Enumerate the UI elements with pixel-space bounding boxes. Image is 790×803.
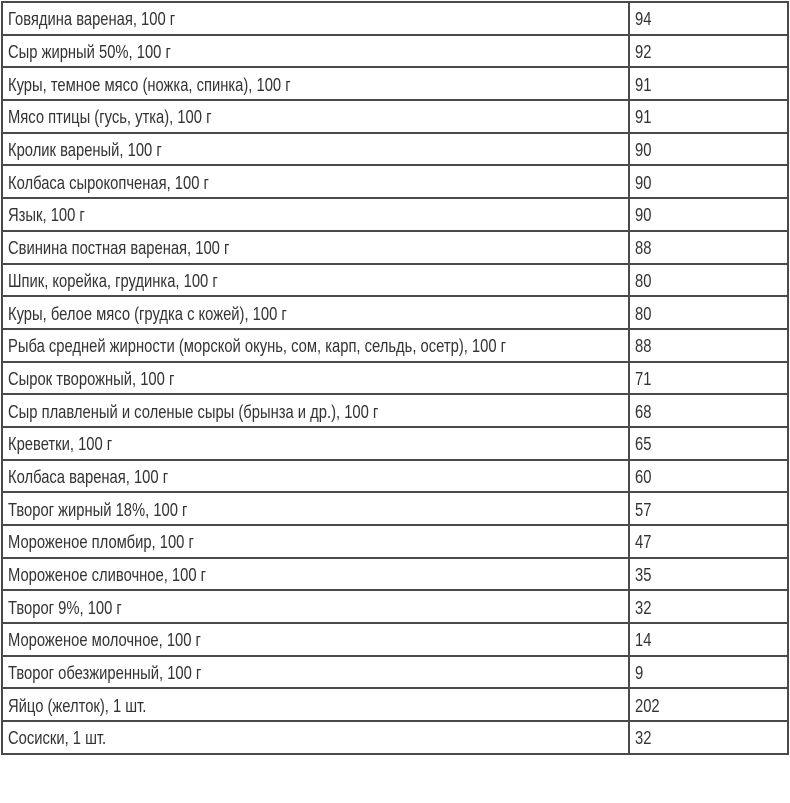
product-value-cell xyxy=(629,198,788,231)
product-value: 94 xyxy=(635,9,652,30)
product-value-cell xyxy=(629,264,788,297)
table-row xyxy=(2,329,788,362)
product-value-cell xyxy=(629,427,788,460)
product-name-cell xyxy=(2,721,629,754)
product-name-cell xyxy=(2,394,629,427)
product-name: Творог обезжиренный, 100 г xyxy=(8,663,202,684)
product-value: 90 xyxy=(635,172,652,193)
product-name: Кролик вареный, 100 г xyxy=(8,140,162,161)
product-name: Язык, 100 г xyxy=(8,205,85,226)
table-body xyxy=(2,2,788,754)
product-name: Рыба средней жирности (морской окунь, сом, карп, сельдь, осетр), 100 г xyxy=(8,336,507,357)
product-value: 47 xyxy=(635,532,652,553)
product-value-cell xyxy=(629,165,788,198)
table-row xyxy=(2,362,788,395)
product-name-cell xyxy=(2,133,629,166)
table-row xyxy=(2,558,788,591)
product-name: Шпик, корейка, грудинка, 100 г xyxy=(8,270,218,291)
product-name-cell xyxy=(2,2,629,35)
table-row xyxy=(2,721,788,754)
product-name-cell xyxy=(2,492,629,525)
product-name: Творог жирный 18%, 100 г xyxy=(8,499,188,520)
product-name: Сыр жирный 50%, 100 г xyxy=(8,42,171,63)
product-name-cell xyxy=(2,460,629,493)
product-name-cell xyxy=(2,165,629,198)
product-name-cell xyxy=(2,67,629,100)
product-value-cell xyxy=(629,721,788,754)
product-value-cell xyxy=(629,231,788,264)
product-value: 35 xyxy=(635,565,652,586)
product-value: 91 xyxy=(635,107,652,128)
product-name-cell xyxy=(2,35,629,68)
product-value: 91 xyxy=(635,74,652,95)
product-name-cell xyxy=(2,198,629,231)
product-name-cell xyxy=(2,362,629,395)
product-name-cell xyxy=(2,656,629,689)
product-value-cell xyxy=(629,362,788,395)
product-value-cell xyxy=(629,67,788,100)
table-row xyxy=(2,67,788,100)
table-row xyxy=(2,100,788,133)
product-name-cell xyxy=(2,688,629,721)
food-values-table xyxy=(1,1,789,755)
table-row xyxy=(2,460,788,493)
product-name-cell xyxy=(2,590,629,623)
product-value: 14 xyxy=(635,630,652,651)
product-value: 80 xyxy=(635,270,652,291)
product-value: 71 xyxy=(635,368,652,389)
product-value: 57 xyxy=(635,499,652,520)
product-value-cell xyxy=(629,100,788,133)
product-name: Колбаса вареная, 100 г xyxy=(8,466,169,487)
product-value-cell xyxy=(629,460,788,493)
product-name: Сосиски, 1 шт. xyxy=(8,728,107,749)
product-name: Говядина вареная, 100 г xyxy=(8,9,176,30)
product-name: Мороженое молочное, 100 г xyxy=(8,630,201,651)
product-name: Куры, белое мясо (грудка с кожей), 100 г xyxy=(8,303,287,324)
product-value-cell xyxy=(629,590,788,623)
product-value: 60 xyxy=(635,466,652,487)
table-row xyxy=(2,590,788,623)
table-row xyxy=(2,623,788,656)
product-value-cell xyxy=(629,492,788,525)
product-name-cell xyxy=(2,329,629,362)
table-row xyxy=(2,35,788,68)
product-value: 88 xyxy=(635,238,652,259)
product-value: 32 xyxy=(635,728,652,749)
product-value-cell xyxy=(629,133,788,166)
table-row xyxy=(2,492,788,525)
product-value: 9 xyxy=(635,663,644,684)
product-name-cell xyxy=(2,427,629,460)
product-name: Творог 9%, 100 г xyxy=(8,597,122,618)
table-row xyxy=(2,427,788,460)
product-value-cell xyxy=(629,688,788,721)
product-value-cell xyxy=(629,394,788,427)
product-name: Колбаса сырокопченая, 100 г xyxy=(8,172,209,193)
product-name: Яйцо (желток), 1 шт. xyxy=(8,695,147,716)
product-name: Куры, темное мясо (ножка, спинка), 100 г xyxy=(8,74,291,95)
product-value: 202 xyxy=(635,695,660,716)
product-value-cell xyxy=(629,296,788,329)
product-value: 90 xyxy=(635,205,652,226)
product-value: 80 xyxy=(635,303,652,324)
product-name: Свинина постная вареная, 100 г xyxy=(8,238,230,259)
product-name: Мороженое сливочное, 100 г xyxy=(8,565,207,586)
table-row xyxy=(2,525,788,558)
product-value-cell xyxy=(629,35,788,68)
product-name: Мясо птицы (гусь, утка), 100 г xyxy=(8,107,212,128)
product-value-cell xyxy=(629,525,788,558)
product-value: 32 xyxy=(635,597,652,618)
product-name-cell xyxy=(2,296,629,329)
table-row xyxy=(2,2,788,35)
table-row xyxy=(2,264,788,297)
table-row xyxy=(2,688,788,721)
product-name: Мороженое пломбир, 100 г xyxy=(8,532,194,553)
product-value: 65 xyxy=(635,434,652,455)
product-value: 68 xyxy=(635,401,652,422)
table-row xyxy=(2,394,788,427)
product-value-cell xyxy=(629,656,788,689)
product-name-cell xyxy=(2,623,629,656)
product-name-cell xyxy=(2,264,629,297)
product-name: Креветки, 100 г xyxy=(8,434,113,455)
product-value-cell xyxy=(629,2,788,35)
product-value: 90 xyxy=(635,140,652,161)
product-value-cell xyxy=(629,329,788,362)
product-name: Сырок творожный, 100 г xyxy=(8,368,175,389)
product-name: Сыр плавленый и соленые сыры (брынза и др.), 100 г xyxy=(8,401,379,422)
product-value-cell xyxy=(629,558,788,591)
product-value-cell xyxy=(629,623,788,656)
table-row xyxy=(2,231,788,264)
product-value: 88 xyxy=(635,336,652,357)
table-row xyxy=(2,198,788,231)
product-name-cell xyxy=(2,100,629,133)
product-name-cell xyxy=(2,525,629,558)
product-value: 92 xyxy=(635,42,652,63)
product-name-cell xyxy=(2,231,629,264)
table-row xyxy=(2,165,788,198)
table-row xyxy=(2,656,788,689)
table-row xyxy=(2,133,788,166)
table-row xyxy=(2,296,788,329)
product-name-cell xyxy=(2,558,629,591)
